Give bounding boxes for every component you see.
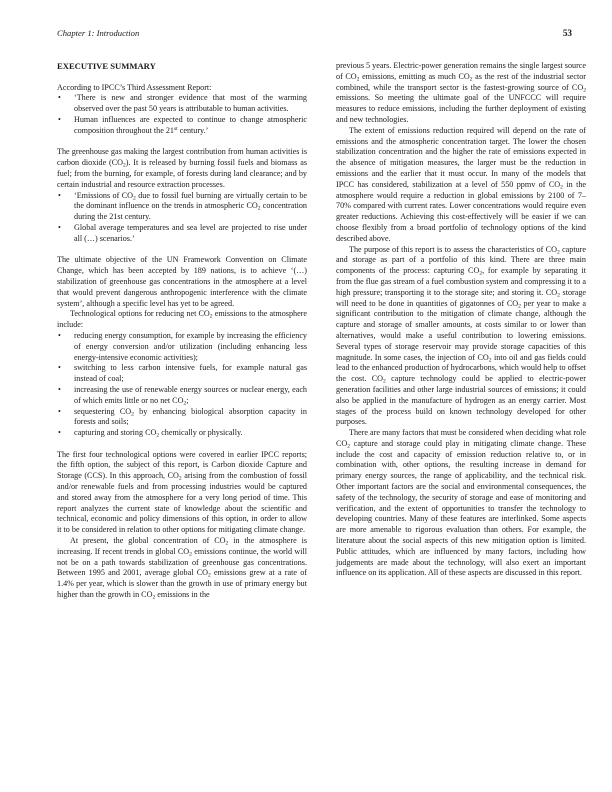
- continuation-paragraph: previous 5 years. Electric-power generation remains the single largest source of $CO_2$ emissions, emitting as much $CO_2$ as the rest of the industrial sector combined, while the transport sector is the fastest-growing source of $CO_2$ emissions. So meeting the ultimate goal of the UNFCCC will require measures to reduce emissions, including the further deployment of existing and new technologies.: [336, 61, 586, 124]
- quote-list-2: [57, 191, 307, 245]
- option-item: • reducing energy consumption, for example by increasing the efficiency of energy conversion and/or utilization (including enhancing less energy-intensive economic activities);: [57, 331, 307, 363]
- factors-paragraph: There are many factors that must be considered when deciding what role $CO_2$ capture and storage could play in mitigating climate change. These include the cost and capacity of emission reduction relative to, or in combination with, other options, the resulting increase in demand for primary energy sources, the range of applicability, and the technical risk. Other important factors are the social and environmental consequences, the safety of the technology, the security of storage and ease of monitoring and verification, and the extent of opportunities to transfer the technology to developing countries. Many of these features are interlinked. Some aspects are more amenable to rigorous evaluation than others. For example, the literature about the social aspects of this new mitigation option is limited. Public attitudes, which are influenced by many factors, including how judgements are made about the technology, will also exert an important influence on its application. All of these aspects are discussed in this report.: [336, 428, 586, 578]
- page-number: 53: [562, 28, 572, 38]
- ghg-paragraph: The greenhouse gas making the largest contribution from human activities is carbon dioxide $(CO_2)$. It is released by burning fossil fuels and biomass as fuel; from the burning, for example, of forests during land clearance; and by certain industrial and resource extraction processes.: [57, 147, 307, 189]
- options-intro-paragraph: Technological options for reducing net $CO_2$ emissions to the atmosphere include:: [57, 309, 307, 330]
- present-paragraph: At present, the global concentration of $CO_2$ in the atmosphere is increasing. If recent trends in global $CO_2$ emissions continue, the world will not be on a path towards stabilization of greenhouse gas concentrations. Between 1995 and 2001, average global $CO_2$ emissions grew at a rate of 1.4% per year, which is slower than the growth in use of primary energy but higher than the growth in $CO_2$ emissions in the: [57, 536, 307, 601]
- option-item: • switching to less carbon intensive fuels, for example natural gas instead of coal;: [57, 363, 307, 385]
- extent-paragraph: The extent of emissions reduction required will depend on the rate of emissions and the atmospheric concentration target. The lower the chosen stabilization concentration and the higher the rate of emissions expected in the absence of mitigation measures, the larger must be the reduction in emissions and the earlier that it must occur. In many of the models that IPCC has considered, stabilization at a level of 550 ppmv of $CO_2$ in the atmosphere would require a reduction in global emissions by 2100 of 7–70% compared with current rates. Lower concentrations would require even greater reductions. Achieving this cost-effectively will be easier if we can choose flexibly from a broad portfolio of technology options of the kind described above.: [336, 125, 587, 243]
- option-item: • capturing and storing $CO_2$ chemically or physically.: [57, 428, 307, 439]
- quote-list-1: [57, 93, 307, 136]
- chapter-title: Chapter 1: Introduction: [57, 28, 140, 38]
- intro-paragraph: According to IPCC’s Third Assessment Report:: [57, 82, 212, 92]
- right-column: [336, 61, 586, 579]
- options-list: [57, 331, 307, 439]
- unfccc-paragraph: The ultimate objective of the UN Framework Convention on Climate Change, which has been accepted by 189 nations, is to achieve ‘(…) stabilization of greenhouse gas concentrations in the atmosphere at a level that would prevent dangerous anthropogenic interference with the climate system’, although a specific level has yet to be agreed.: [57, 255, 307, 308]
- quote-item: • ‘Emissions of $CO_2$ due to fossil fuel burning are virtually certain to be the dominant influence on the trends in atmospheric $CO_2$ concentration during the 21st century.: [57, 191, 307, 223]
- quote-item: • ‘There is new and stronger evidence that most of the warming observed over the past 50 years is attributable to human activities.: [57, 93, 307, 115]
- left-column: [57, 61, 307, 601]
- section-heading: EXECUTIVE SUMMARY: [57, 61, 156, 71]
- page-header: [57, 28, 572, 40]
- purpose-paragraph: The purpose of this report is to assess the characteristics of $CO_2$ capture and storage as part of a portfolio of this kind. There are three main components of the process: capturing $CO_2$, for example by separating it from the flue gas stream of a fuel combustion system and compressing it to a high pressure; transporting it to the storage site; and storing it. $CO_2$ storage will need to be done in quantities of gigatonnes of $CO_2$ per year to make a significant contribution to the mitigation of climate change, although the capture and storage of smaller amounts, at costs similar to or lower than alternatives, would make a useful contribution to lowering emissions. Several types of storage reservoir may provide storage capacities of this magnitude. In some cases, the injection of $CO_2$ into oil and gas fields could lead to the enhanced production of hydrocarbons, which would help to offset the cost. $CO_2$ capture technology could be applied to electric-power generation facilities and other large industrial sources of emissions; it could also be applied in the manufacture of hydrogen as an energy carrier. Most stages of the process build on known technology developed for other purposes.: [336, 244, 587, 427]
- option-item: • increasing the use of renewable energy sources or nuclear energy, each of which emits little or no net $CO_2$;: [57, 385, 307, 407]
- quote-item: • Global average temperatures and sea level are projected to rise under all (…) scenarios.’: [57, 223, 307, 245]
- option-item: • sequestering $CO_2$ by enhancing biological absorption capacity in forests and soils;: [57, 407, 307, 429]
- quote-item: • Human influences are expected to continue to change atmospheric composition throughout the 21st century.’: [57, 115, 307, 137]
- first-four-paragraph: The first four technological options were covered in earlier IPCC reports; the fifth option, the subject of this report, is Carbon dioxide Capture and Storage (CCS). In this approach, $CO_2$ arising from the combustion of fossil and/or renewable fuels and from processing industries would be captured and stored away from the atmosphere for a very long period of time. This report analyzes the current state of knowledge about the scientific and technical, economic and policy dimensions of this option, in order to allow it to be considered in relation to other options for mitigating climate change.: [57, 449, 307, 535]
